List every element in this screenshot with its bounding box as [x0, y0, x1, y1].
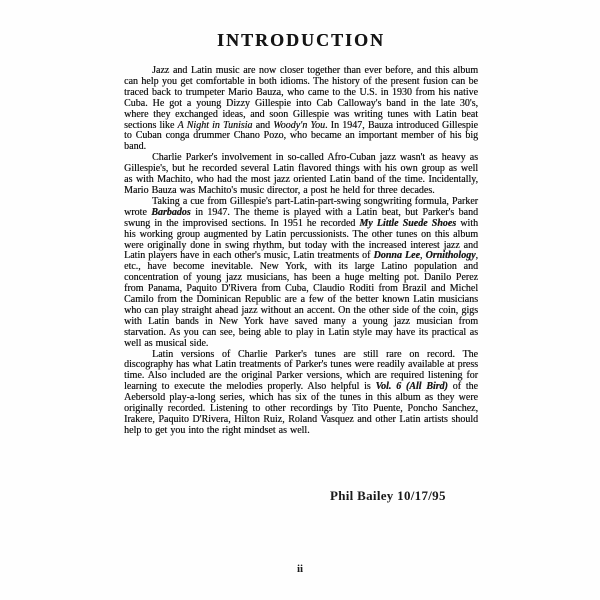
- text-run: A Night in Tunisia: [177, 119, 253, 131]
- text-run: Barbados: [151, 206, 191, 218]
- text-run: Ornithology: [425, 250, 476, 262]
- paragraph-intro-history: [124, 66, 478, 153]
- text-run: and: [252, 119, 274, 131]
- text-run: with his working group augmented by Latin percussionists. The other tunes on this album were originally done in swing rhythm, but today with the increased interest jazz and Latin players have in each other's music, Latin treatments of: [124, 217, 478, 262]
- text-run: of the Aebersold play-a-long series, which has six of the tunes in this album as they were originally recorded. Listening to other recordings by Tito Puente, Poncho Sanchez, Irakere, Paquito D'Rivera, Hilton Ruiz, Roland Vasquez and other Latin artists should help to get you into the right mindset as well.: [124, 381, 478, 436]
- paragraph-discography: [124, 350, 478, 437]
- text-run: Donna Lee: [373, 250, 420, 262]
- text-run: Woody'n You: [273, 119, 325, 131]
- text-run: ,: [419, 250, 426, 262]
- text-run: Charlie Parker's involvement in so-called Afro-Cuban jazz wasn't as heavy as Gillespie's, but he recorded several Latin flavored things with his own group as well as with Machito, who had the most jazz oriented Latin band of the time. Incidentally, Mario Bauza was Machito's music director, a post he held for three decades.: [124, 152, 478, 196]
- text-run: , etc., have become inevitable. New York, with its large Latino population and concentration of young jazz musicians, has been a huge melting pot. Danilo Perez from Panama, Paquito D'Rivera from Cuba, Claudio Roditi from Brazil and Michel Camilo from the Dominican Republic are a few of the better known Latin musicians who can play straight ahead jazz without an accent. On the other side of the coin, gigs with Latin bands in New York have saved many a young jazz musician from starvation. As you can see, being able to play in Latin style may have its practical as well as musical side.: [124, 250, 479, 349]
- text-run: My Little Suede Shoes: [359, 217, 457, 229]
- text-run: Taking a cue from Gillespie's part-Latin-part-swing songwriting formula, Parker wrote: [124, 195, 478, 218]
- page-number: ii: [296, 563, 304, 575]
- page-title: INTRODUCTION: [216, 30, 386, 50]
- body-text: [124, 66, 478, 437]
- text-run: Jazz and Latin music are now closer together than ever before, and this album can help you get comfortable in both idioms. The history of the present fusion can be traced back to trumpeter Mario Bauza, who came to the U.S. in 1930 from his native Cuba. He got a young Dizzy Gillespie into Cab Calloway's band in the late 30's, where they exchanged ideas, and soon Gillespie was writing tunes with Latin beat sections like: [124, 65, 478, 131]
- text-run: . In 1947, Bauza introduced Gillespie to Cuban conga drummer Chano Pozo, who became an important member of his big band.: [124, 119, 478, 153]
- text-run: Vol. 6 (All Bird): [375, 381, 448, 393]
- author-signature: Phil Bailey 10/17/95: [330, 488, 446, 503]
- text-run: in 1947. The theme is played with a Latin beat, but Parker's band swung in the improvised sections. In 1951 he recorded: [124, 206, 478, 229]
- paragraph-parker-involvement: [124, 153, 478, 197]
- text-run: Latin versions of Charlie Parker's tunes are still rare on record. The discography has what Latin treatments of Parker's tunes were readily available at press time. Also included are the original Parker versions, which are required listening for learning to execute the melodies properly. Also helpful is: [124, 348, 478, 393]
- paragraph-latin-treatments: [124, 197, 478, 350]
